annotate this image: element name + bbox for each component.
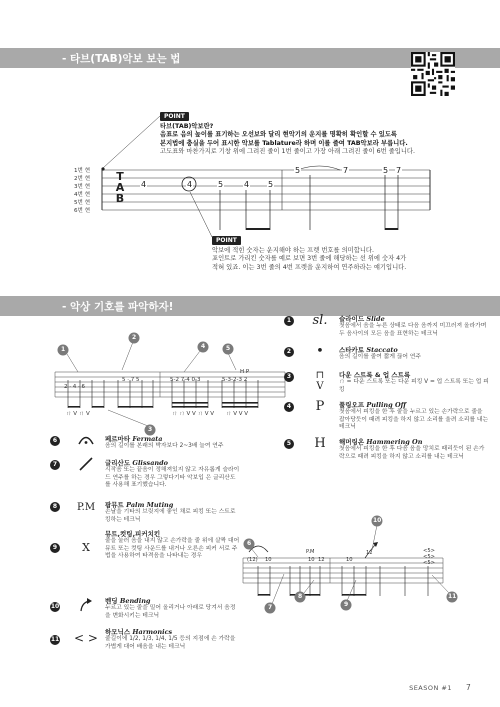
- tab-clef-a: A: [115, 181, 125, 194]
- string-label: 2번 현: [74, 176, 91, 182]
- footer-season: SEASON #1: [409, 684, 452, 692]
- tab-clef-b: B: [115, 192, 125, 205]
- svg-text:5 · 7 5: 5 · 7 5: [122, 377, 140, 383]
- fret-number: 4: [187, 180, 193, 189]
- fret-number: 5: [268, 180, 274, 189]
- symbol-number: 8: [50, 502, 60, 512]
- marker-4: 4: [201, 343, 206, 350]
- marker-2: 2: [132, 334, 137, 341]
- string-label: 3번 현: [74, 184, 91, 190]
- svg-text:<5>: <5>: [423, 560, 435, 566]
- symbol-description: 음의 길이를 줄여 짧게 끊어 연주: [339, 354, 422, 360]
- point-tag: POINT: [160, 112, 189, 121]
- pulling-off-icon: P: [315, 399, 325, 414]
- string-label: 1번 현: [74, 168, 91, 174]
- fret-number: 4: [244, 180, 250, 189]
- svg-text:12: 12: [366, 550, 373, 556]
- staccato-icon: •: [316, 344, 324, 359]
- marker-5: 5: [226, 345, 231, 352]
- fret-number: 5: [218, 180, 224, 189]
- hp-annotation: H P: [240, 369, 250, 375]
- symbol-description: 줄을 눌러 음을 내지 않고 손가락을 줄 위에 살짝 대어 뮤트 또는 컷팅 사운드를 내거나 오른손 피커 서로 주법을 사용하여 타격음을 나타내는 경우: [105, 538, 240, 560]
- section-title-tab: - 타브(TAB)악보 보는 법: [62, 53, 181, 65]
- section-title-symbols: - 악상 기호를 파악하자!: [62, 301, 174, 313]
- fret-number: 4: [141, 180, 147, 189]
- symbol-number: 9: [50, 543, 60, 553]
- svg-text:2 · 4 · 6: 2 · 4 · 6: [64, 384, 85, 390]
- down-up-stroke-icon: ⊓ V: [315, 370, 325, 392]
- symbol-title: 글리산도 Glissando: [105, 459, 169, 467]
- symbol-title: 슬라이드 Slide: [339, 315, 385, 323]
- svg-text:ㄇ ㄇ V V ㄇ V V: ㄇ ㄇ V V ㄇ V V: [172, 411, 215, 417]
- svg-text:<5>: <5>: [423, 554, 435, 560]
- symbol-number: 1: [284, 316, 294, 326]
- point-tag: POINT: [212, 236, 241, 245]
- mute-x-icon: X: [82, 541, 90, 554]
- tab-clef-t: T: [116, 170, 124, 183]
- symbol-title: 다운 스트록 & 업 스트록: [339, 371, 411, 379]
- symbol-title: 스타카토 Staccato: [339, 346, 398, 354]
- point-line: 음표로 음의 높이를 표기하는 오선보와 달리 현악기의 운지를 명확히 확인할 수 있도록: [160, 131, 398, 139]
- marker-3: 3: [148, 426, 153, 433]
- palm-mute-icon: P.M: [76, 502, 96, 513]
- point-line: 악보에 적힌 숫자는 운지해야 하는 프렛 번호를 의미합니다.: [212, 247, 374, 254]
- symbol-number: 3: [284, 372, 294, 382]
- point-line: 본지법에 충실을 두어 표시한 악보를 Tablature라 하며 이를 줄여 TAB악보라 부릅니다.: [160, 139, 408, 147]
- point-line: 고도표와 마찬가지로 기창 위에 그려진 줄이 1번 줄이고 가장 아래 그려진 줄이 6번 줄입니다.: [160, 147, 416, 155]
- symbol-title: 해머링온 Hammering On: [339, 438, 423, 446]
- symbol-description: ㄇ = 다운 스트록 또는 다운 피킹 V = 업 스트록 또는 업 피킹: [339, 379, 489, 393]
- svg-text:10: 10: [346, 557, 353, 563]
- string-label: 5번 현: [74, 200, 91, 206]
- symbol-title: 페르마타 Fermata: [105, 435, 163, 443]
- fret-number: 7: [396, 166, 402, 175]
- symbol-description: 줄길이에 1/2, 1/3, 1/4, 1/5 등의 지점에 손 가락을 가볍게 대어 배음을 내는 테크닉: [105, 636, 236, 650]
- symbol-description: 첫음에서 음을 누른 상태로 다음 음까지 미끄러져 올라가며 두 음사이의 모든 음을 표현하는 테크닉: [339, 323, 487, 337]
- page-number: 7: [466, 683, 471, 692]
- hammering-on-icon: H: [314, 436, 326, 451]
- point-line: 적혀 있죠. 이는 3번 줄의 4번 프렛을 운지하여 연주하라는 얘기입니다.: [212, 263, 407, 271]
- harmonics-icon: < >: [74, 631, 98, 645]
- point-line: 포인트로 가리킨 숫자를 예로 보면 3번 줄에 해당하는 선 위에 숫자 4가: [212, 255, 407, 263]
- symbol-number: 5: [284, 439, 294, 449]
- point-heading: 타브(TAB)악보란?: [160, 123, 214, 130]
- symbol-number: 4: [284, 402, 294, 412]
- marker-6: 6: [247, 540, 252, 547]
- symbol-title: 풀링오프 Pulling Off: [339, 401, 406, 409]
- symbol-description: 첫음에서 피킹을 한 후 다음 음을 망치로 때리듯이 된 손가락으로 때려 피킹을 하지 않고 소리를 내는 테크닉: [339, 446, 485, 460]
- symbol-number: 11: [50, 636, 60, 643]
- marker-1: 1: [61, 346, 66, 353]
- symbol-description: 누르고 있는 줄을 밀어 올리거나 아래로 당겨서 음정을 변화시키는 테크닉: [105, 605, 236, 619]
- symbol-title: 뮤트,컷팅,피커치킨: [105, 530, 161, 538]
- symbol-title: 하모닉스 Harmonics: [105, 628, 173, 636]
- svg-text:10: 10: [308, 557, 315, 563]
- marker-11: 11: [448, 593, 457, 600]
- symbol-title: 팜뮤트 Palm Muting: [105, 501, 174, 509]
- symbol-description: 첫음에서 피킹을 한 후 줄을 누르고 있는 손가락으로 줄을 잡아당듯이 때려 피킹을 하지 않고 소리를 울려 소리를 내는 테크닉: [339, 409, 489, 431]
- svg-text:5-3-2-3 2: 5-3-2-3 2: [222, 377, 248, 383]
- symbol-number: 10: [50, 603, 60, 610]
- svg-text:ㄇ V ㄇ V: ㄇ V ㄇ V: [66, 411, 90, 417]
- fret-number: 7: [343, 166, 349, 175]
- symbol-number: 7: [50, 460, 60, 470]
- svg-text:ㄇ V V V: ㄇ V V V: [226, 411, 249, 417]
- string-label: 4번 현: [74, 192, 91, 198]
- symbol-description: 음의 길이를 본래의 박자보다 2~3배 늘여 연주: [105, 443, 224, 449]
- symbol-number: 2: [284, 347, 294, 357]
- string-label: 6번 현: [74, 208, 91, 214]
- symbol-description: 손날을 기타의 브릿지에 놓인 채로 피킹 또는 스트로킹하는 테크닉: [105, 509, 236, 523]
- marker-8: 8: [298, 593, 303, 600]
- svg-text:10: 10: [265, 557, 272, 563]
- marker-7: 7: [268, 604, 273, 611]
- svg-text:5-2 7-4 0-3: 5-2 7-4 0-3: [170, 377, 201, 383]
- svg-text:P.M: P.M: [306, 549, 315, 555]
- slide-icon: sl.: [312, 313, 328, 328]
- marker-10: 10: [373, 517, 382, 524]
- fret-number: 5: [383, 166, 389, 175]
- symbol-description: 시작음 또는 끝음이 정해져있지 않고 자유롭게 슬라이드 연주를 하는 경우 그렇다기타 악보입 은 글리산도를 사용해 표기했습니다.: [105, 467, 240, 489]
- svg-text:12: 12: [318, 557, 325, 563]
- svg-text:(12): (12): [247, 557, 258, 563]
- fret-number: 5: [295, 166, 301, 175]
- symbol-number: 6: [50, 436, 60, 446]
- symbol-title: 벤딩 Bending: [105, 597, 151, 605]
- marker-9: 9: [344, 601, 349, 608]
- svg-text:<5>: <5>: [423, 548, 435, 554]
